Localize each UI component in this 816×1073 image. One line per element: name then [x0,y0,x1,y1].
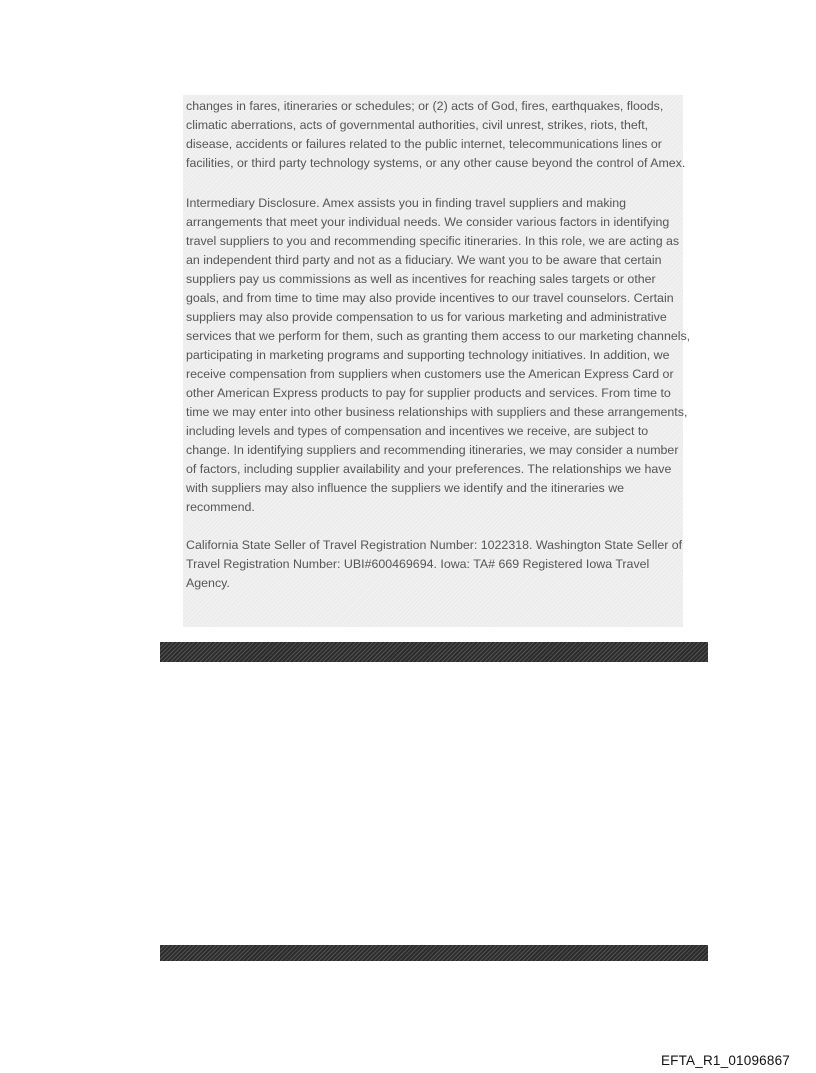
paragraph-liability: changes in fares, itineraries or schedules; or (2) acts of God, fires, earthquakes, floods, climatic aberrations, acts of governmental authorities, civil unrest, strikes, riots, theft, disease, accidents or failures related to the public internet, telecommunications lines or facilities, or third party technology systems, or any other cause beyond the control of Amex. [186,99,686,170]
paragraph-registration: California State Seller of Travel Registration Number: 1022318. Washington State Seller of Travel Registration Number: UBI#600469694. Iowa: TA# 669 Registered Iowa Travel Agency. [186,538,683,590]
dark-divider-bar-bottom [160,945,708,961]
document-id: EFTA_R1_01096867 [660,1053,790,1068]
paragraph-intermediary-disclosure: Intermediary Disclosure. Amex assists you in finding travel suppliers and making arrangements that meet your individual needs. We consider various factors in identifying travel suppliers to you and recommending specific itineraries. In this role, we are acting as an independent third party and not as a fiduciary. We want you to be aware that certain suppliers pay us commissions as well as incentives for reaching sales targets or other goals, and from time to time may also provide incentives to our travel counselors. Certain suppliers may also provide compensation to us for various marketing and administrative services that we perform for them, such as granting them access to our marketing channels, participating in marketing programs and supporting technology initiatives. In addition, we receive compensation from suppliers when customers use the American Express Card or other American Express products to pay for supplier products and services. From time to time we may enter into other business relationships with suppliers and these arrangements, including levels and types of compensation and incentives we receive, are subject to change. In identifying suppliers and recommending itineraries, we may consider a number of factors, including supplier availability and your preferences. The relationships we have with suppliers may also influence the suppliers we identify and the itineraries we recommend. [186,196,691,514]
dark-divider-bar [160,642,708,662]
